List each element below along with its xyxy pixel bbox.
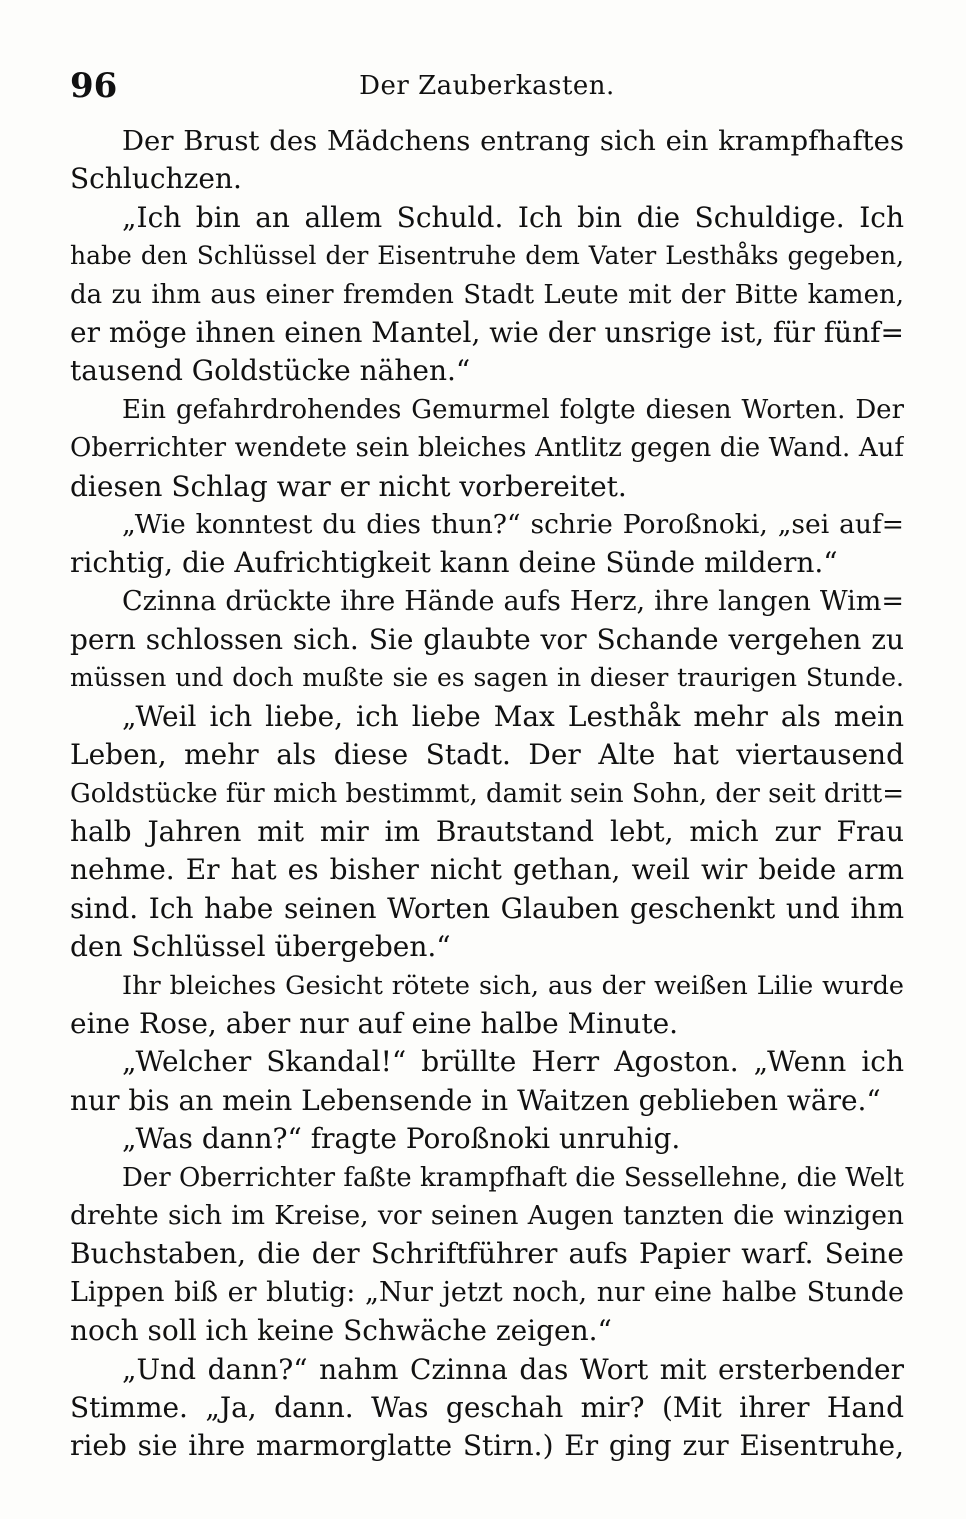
text-line: Schluchzen. <box>70 162 242 196</box>
text-line: Der Oberrichter faßte krampfhaft die Sessellehne, die Welt <box>122 1162 904 1193</box>
text-line: „Was dann?“ fragte Poroßnoki unruhig. <box>122 1122 681 1156</box>
body-text <box>70 122 904 1466</box>
text-line: nur bis an mein Lebensende in Waitzen geblieben wäre.“ <box>70 1083 881 1117</box>
text-line: da zu ihm aus einer fremden Stadt Leute mit der Bitte kamen, <box>70 279 904 310</box>
text-line: halb Jahren mit mir im Brautstand lebt, mich zur Frau <box>70 815 904 849</box>
text-line: Czinna drückte ihre Hände aufs Herz, ihre langen Wim= <box>122 585 904 617</box>
text-line: noch soll ich keine Schwäche zeigen.“ <box>70 1314 612 1348</box>
text-line: eine Rose, aber nur auf eine halbe Minute. <box>70 1006 679 1040</box>
text-line: Ein gefahrdrohendes Gemurmel folgte diesen Worten. Der <box>122 394 904 425</box>
text-line: drehte sich im Kreise, vor seinen Augen tanzten die winzigen <box>70 1199 904 1231</box>
text-line: rieb sie ihre marmorglatte Stirn.) Er ging zur Eisentruhe, <box>70 1429 904 1463</box>
text-line: Oberrichter wendete sein bleiches Antlitz gegen die Wand. Auf <box>70 433 904 464</box>
text-line: sind. Ich habe seinen Worten Glauben geschenkt und ihm <box>70 891 904 925</box>
text-line: Leben, mehr als diese Stadt. Der Alte hat viertausend <box>70 738 904 772</box>
text-line: „Welcher Skandal!“ brüllte Herr Agoston. „Wenn ich <box>122 1045 904 1079</box>
page-number: 96 <box>70 66 118 106</box>
page-header <box>70 64 904 108</box>
text-line: Goldstücke für mich bestimmt, damit sein Sohn, der seit dritt= <box>70 778 904 809</box>
text-line: diesen Schlag war er nicht vorbereitet. <box>70 469 627 503</box>
text-line: habe den Schlüssel der Eisentruhe dem Vater Lesthåks gegeben, <box>70 241 904 271</box>
text-line: Buchstaben, die der Schriftführer aufs Papier warf. Seine <box>70 1237 904 1271</box>
text-line: nehme. Er hat es bisher nicht gethan, weil wir beide arm <box>70 853 904 887</box>
text-line: Stimme. „Ja, dann. Was geschah mir? (Mit ihrer Hand <box>70 1390 904 1424</box>
text-line: Lippen biß er blutig: „Nur jetzt noch, nur eine halbe Stunde <box>70 1276 904 1308</box>
text-line: „Ich bin an allem Schuld. Ich bin die Schuldige. Ich <box>122 200 904 234</box>
text-line: richtig, die Aufrichtigkeit kann deine Sünde mildern.“ <box>70 546 838 580</box>
text-line: „Und dann?“ nahm Czinna das Wort mit ersterbender <box>122 1352 904 1386</box>
text-line: er möge ihnen einen Mantel, wie der unsrige ist, für fünf= <box>70 315 904 349</box>
text-line: „Weil ich liebe, ich liebe Max Lesthåk mehr als mein <box>122 699 904 733</box>
text-line: tausend Goldstücke nähen.“ <box>70 354 471 388</box>
text-line: müssen und doch mußte sie es sagen in dieser traurigen Stunde. <box>70 663 904 693</box>
text-line: Ihr bleiches Gesicht rötete sich, aus der weißen Lilie wurde <box>122 970 904 1001</box>
running-title: Der Zauberkasten. <box>359 71 615 101</box>
text-line: „Wie konntest du dies thun?“ schrie Poroßnoki, „sei auf= <box>122 508 904 540</box>
text-line: pern schlossen sich. Sie glaubte vor Schande vergehen zu <box>70 623 904 657</box>
text-line: Der Brust des Mädchens entrang sich ein krampfhaftes <box>122 125 904 157</box>
text-line: den Schlüssel übergeben.“ <box>70 930 451 964</box>
